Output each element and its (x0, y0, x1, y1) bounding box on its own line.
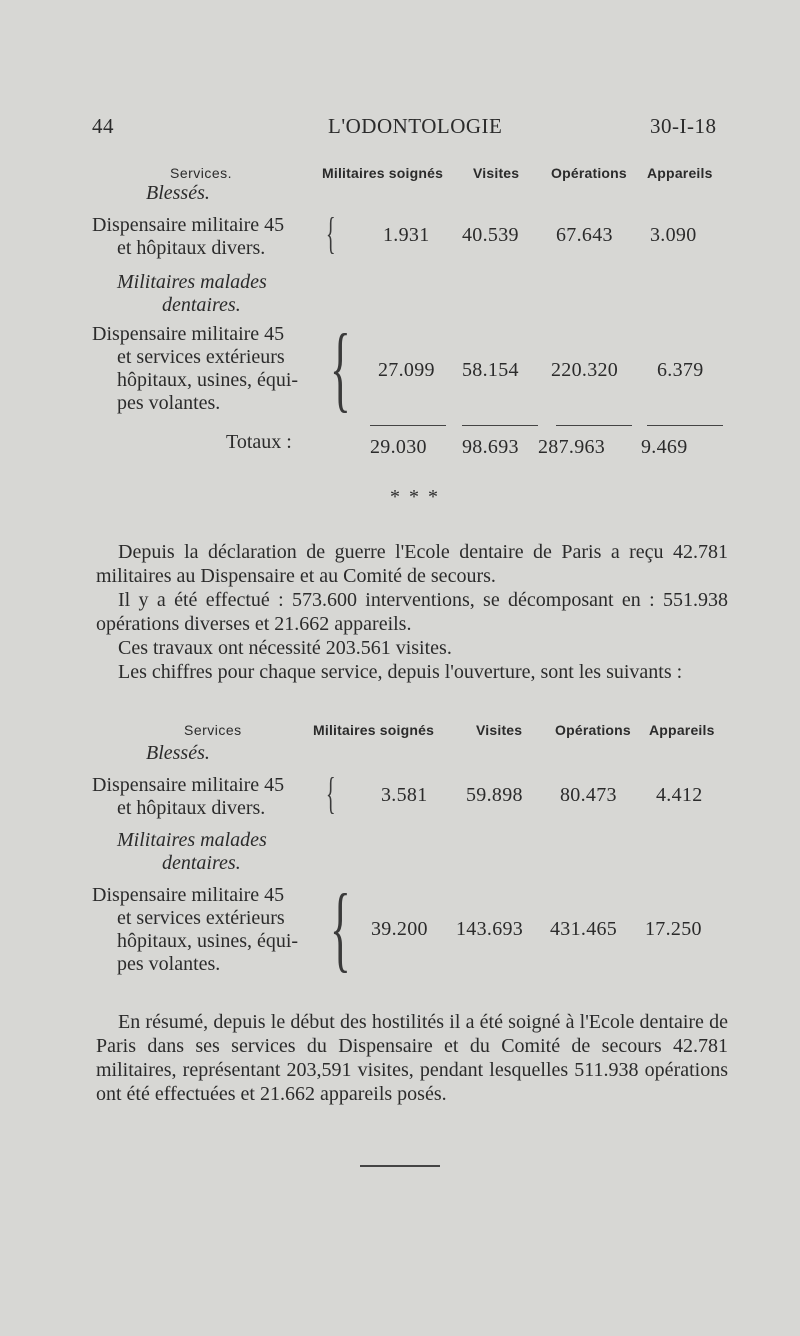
column-header-services: Services (184, 722, 242, 738)
issue-date: 30-I-18 (650, 114, 717, 138)
sum-rule (647, 425, 723, 426)
brace-symbol: { (326, 769, 336, 818)
value-visites: 40.539 (462, 224, 519, 246)
total-militaires: 29.030 (370, 436, 427, 458)
brace-symbol: { (326, 209, 336, 258)
row-label-line: et services extérieurs (117, 346, 285, 368)
group-title-line: dentaires. (162, 852, 241, 874)
row-label-line: Dispensaire militaire 45 (92, 323, 285, 345)
value-operations: 220.320 (551, 359, 619, 381)
brace-symbol: { (330, 874, 351, 981)
total-operations: 287.963 (538, 436, 606, 458)
value-visites: 59.898 (466, 784, 523, 806)
group-title-blesses: Blessés. (146, 182, 210, 204)
column-header-visites: Visites (476, 722, 523, 738)
value-operations: 67.643 (556, 224, 613, 246)
group-title-blesses: Blessés. (146, 742, 210, 764)
summary-block (96, 1010, 728, 1106)
paragraph: Depuis la déclaration de guerre l'Ecole dentaire de Paris a reçu 42.781 militaires au Dispensaire et au Comité de secours. (96, 541, 728, 587)
value-appareils: 6.379 (657, 359, 704, 381)
value-operations: 431.465 (550, 918, 618, 940)
summary-paragraph: En résumé, depuis le début des hostilités il a été soigné à l'Ecole dentaire de Paris dans ses services du Dispensaire et du Comité de secours 42.781 militaires, représentant 203,591 visites, pendant lesquelles 511.938 opérations ont été effectuées et 21.662 appareils posés. (96, 1011, 728, 1105)
value-operations: 80.473 (560, 784, 617, 806)
group-title-line: Militaires malades (117, 271, 267, 293)
column-header-operations: Opérations (551, 165, 627, 181)
sum-rule (556, 425, 632, 426)
column-header-militaires: Militaires soignés (313, 722, 435, 738)
value-militaires: 3.581 (381, 784, 428, 806)
total-appareils: 9.469 (641, 436, 688, 458)
row-label-line: pes volantes. (117, 953, 221, 975)
sum-rule (462, 425, 538, 426)
value-visites: 58.154 (462, 359, 519, 381)
row-label-line: hôpitaux, usines, équi- (117, 369, 299, 391)
end-rule (360, 1165, 440, 1167)
row-label-line: Dispensaire militaire 45 (92, 774, 285, 796)
value-visites: 143.693 (456, 918, 524, 940)
column-header-services: Services. (170, 165, 233, 181)
row-label-line: hôpitaux, usines, équi- (117, 930, 299, 952)
section-separator: * * * (390, 486, 440, 508)
column-header-operations: Opérations (555, 722, 631, 738)
column-header-visites: Visites (473, 165, 520, 181)
sum-rule (370, 425, 446, 426)
column-header-appareils: Appareils (649, 722, 715, 738)
column-header-appareils: Appareils (647, 165, 713, 181)
value-militaires: 27.099 (378, 359, 435, 381)
row-label-line: pes volantes. (117, 392, 221, 414)
value-appareils: 4.412 (656, 784, 703, 806)
column-header-militaires: Militaires soignés (322, 165, 444, 181)
journal-title: L'ODONTOLOGIE (328, 114, 503, 138)
group-title-line: dentaires. (162, 294, 241, 316)
row-label-line: et services extérieurs (117, 907, 285, 929)
value-militaires: 39.200 (371, 918, 428, 940)
page-number: 44 (92, 114, 114, 138)
row-label-line: et hôpitaux divers. (117, 797, 266, 819)
totals-label: Totaux : (226, 431, 292, 453)
row-label-line: Dispensaire militaire 45 (92, 214, 285, 236)
row-label-line: et hôpitaux divers. (117, 237, 266, 259)
value-appareils: 3.090 (650, 224, 697, 246)
paragraph: Les chiffres pour chaque service, depuis l'ouverture, sont les suivants : (118, 661, 683, 683)
value-militaires: 1.931 (383, 224, 430, 246)
row-label-line: Dispensaire militaire 45 (92, 884, 285, 906)
total-visites: 98.693 (462, 436, 519, 458)
brace-symbol: { (330, 314, 351, 421)
group-title-line: Militaires malades (117, 829, 267, 851)
text-block (96, 540, 728, 684)
paragraph: Il y a été effectué : 573.600 interventions, se décomposant en : 551.938 opérations diverses et 21.662 appareils. (96, 589, 728, 635)
value-appareils: 17.250 (645, 918, 702, 940)
paragraph: Ces travaux ont nécessité 203.561 visites. (118, 637, 452, 659)
